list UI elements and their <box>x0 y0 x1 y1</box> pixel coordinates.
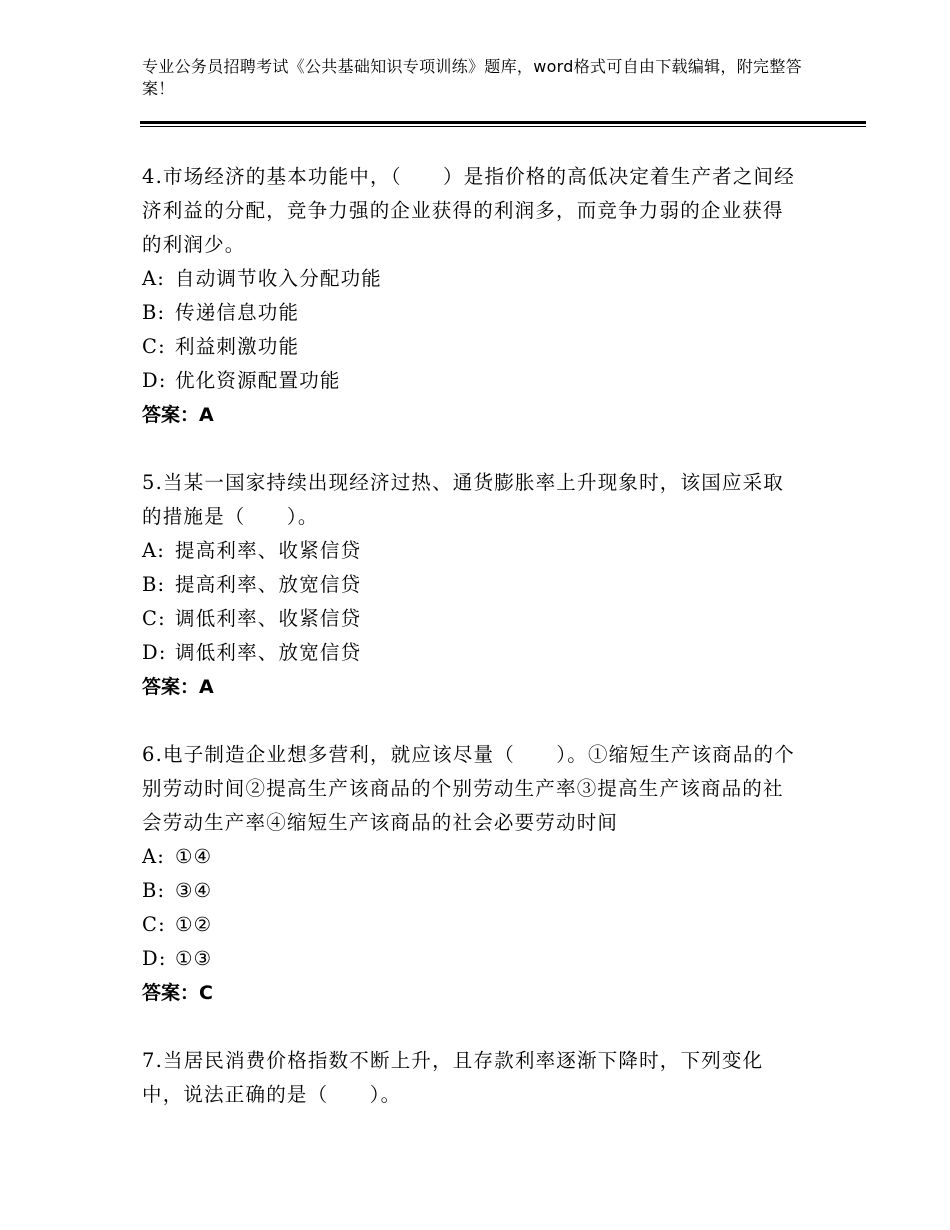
option-letter: C: <box>142 335 166 358</box>
option-letter: B: <box>142 573 166 596</box>
option-text: ①④ <box>175 845 213 868</box>
option-text: 自动调节收入分配功能 <box>175 267 383 290</box>
answer-label: 答案：A <box>142 676 214 698</box>
question-stem: 4.市场经济的基本功能中，（ ）是指价格的高低决定着生产者之间经济利益的分配，竞争力强的企业获得的利润多，而竞争力弱的企业获得的利润少。 <box>142 165 795 256</box>
option-c <box>142 908 802 942</box>
option-d <box>142 364 802 398</box>
option-text: 调低利率、放宽信贷 <box>175 641 362 664</box>
option-c <box>142 602 802 636</box>
option-letter: D: <box>142 641 167 664</box>
option-text: 提高利率、放宽信贷 <box>175 573 362 596</box>
option-a <box>142 262 802 296</box>
option-letter: B: <box>142 879 166 902</box>
question-5 <box>142 466 802 704</box>
question-4 <box>142 160 802 432</box>
option-text: ①② <box>175 913 213 936</box>
option-letter: B: <box>142 301 166 324</box>
option-text: 传递信息功能 <box>175 301 300 324</box>
option-b <box>142 874 802 908</box>
answer-label: 答案：C <box>142 982 213 1004</box>
option-text: ③④ <box>175 879 213 902</box>
option-letter: A: <box>142 845 166 868</box>
option-letter: A: <box>142 267 166 290</box>
option-letter: C: <box>142 913 166 936</box>
option-d <box>142 942 802 976</box>
question-list <box>142 160 802 1146</box>
option-text: 利益刺激功能 <box>175 335 300 358</box>
option-letter: D: <box>142 369 167 392</box>
answer-label: 答案：A <box>142 404 214 426</box>
header-rule-thick <box>140 121 866 124</box>
option-text: 优化资源配置功能 <box>175 369 341 392</box>
option-b <box>142 568 802 602</box>
header-rule-thin <box>140 126 866 127</box>
page-header: 专业公务员招聘考试《公共基础知识专项训练》题库，word格式可自由下载编辑，附完整答案！ <box>142 57 802 98</box>
question-stem: 6.电子制造企业想多营利，就应该尽量（ ）。①缩短生产该商品的个别劳动时间②提高生产该商品的个别劳动生产率③提高生产该商品的社会劳动生产率④缩短生产该商品的社会必要劳动时间 <box>142 743 795 834</box>
option-letter: D: <box>142 947 167 970</box>
option-b <box>142 296 802 330</box>
option-c <box>142 330 802 364</box>
option-letter: A: <box>142 539 166 562</box>
option-a <box>142 840 802 874</box>
question-stem: 7.当居民消费价格指数不断上升，且存款利率逐渐下降时，下列变化中，说法正确的是（ ）。 <box>142 1049 764 1106</box>
option-letter: C: <box>142 607 166 630</box>
question-7 <box>142 1044 802 1112</box>
option-a <box>142 534 802 568</box>
option-text: 调低利率、收紧信贷 <box>175 607 362 630</box>
option-text: 提高利率、收紧信贷 <box>175 539 362 562</box>
option-text: ①③ <box>175 947 213 970</box>
question-6 <box>142 738 802 1010</box>
option-d <box>142 636 802 670</box>
question-stem: 5.当某一国家持续出现经济过热、通货膨胀率上升现象时，该国应采取的措施是（ ）。 <box>142 471 785 528</box>
